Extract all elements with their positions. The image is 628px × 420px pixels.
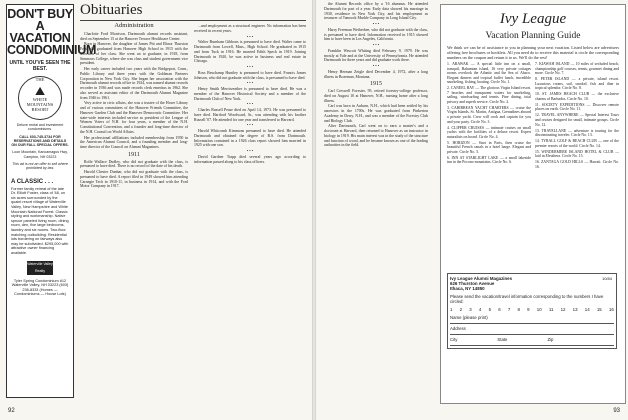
separator: • • • [246,122,254,128]
paragraph: Ross Beuchamp Huntley is presumed to have died. Francis James Johnson, who did not graduate with the class, is presumed to have died. [194,70,306,80]
paragraph: Henry Smith Merriweather is presumed to have died. He was a member of the Hanover Historical Society and a member of the Dartmouth Club of New York. [194,87,306,101]
coupon-number[interactable]: 1 [450,307,453,313]
coupon-number[interactable]: 14 [584,307,590,313]
guide-title: Ivy League [499,11,567,27]
coupon-number[interactable]: 2 [459,307,463,313]
coupon-address-3: Ithaca, NY 14850 [450,286,485,292]
paragraph: Charlotte Ford Morrison, Dartmouth alumni records assistant, died on September 15 at the Hanover Terrace Healthcare Center. [80,31,188,41]
coupon-number-row [450,307,614,312]
listing-item: 8. PETER ISLAND — a private, island resort. Luxurious rooms, sail, snorkel, fish and dine in tropical splendor. Circle No. 8. [535,77,619,91]
ad-tagline: Deluxe rental and investment condominiums. [16,123,64,132]
mountain-icon: ⛰ [34,84,46,98]
resort-logo [18,76,62,120]
coupon-number[interactable]: 13 [572,307,578,313]
class-year-heading: 1911 [128,151,140,158]
listing-item: 5. HORIZON — Start in Paris, then cruise the beautiful French canals in a hotel barge. Elegant and private. Circle No. 5. [447,140,531,154]
guide-intro: We think we can be of assistance to you in planning your next vacation. Listed below are advertisers offering free brochures or booklets. All you need do to receive this material is circle the corresponding numbers on the coupon and return it to us. We'll do the rest! [447,45,619,60]
paragraph: Carl was born in Auburn, N.H., which had been settled by his ancestors in the 1700s. He was graduated from Pinkerton Academy in Derry, N.H., and was a member of the Forestry Club and Biology Club. [324,104,428,123]
paragraph: Walter Burnham Gibbons is presumed to have died. Walter came to Dartmouth from Lowell, Mass., High School. He graduated in 1915 and from Tuck in 1916. He married Edith Speck in 1919. Joining Dartmouth in 1920, he was active in business and real estate in Chicago. [194,40,306,64]
listing-item: 6. INN AT STARLIGHT LAKE — a small lakeside inn in the Pocono mountains. Circle No. 6. [447,155,531,165]
separator: • • • [246,101,254,107]
logo-line-3: RESORT [31,107,49,112]
coupon-number[interactable]: 5 [488,307,492,313]
paragraph: After Dartmouth, Carl went on to earn a master's and a doctorate at Harvard, then returned to Hanover as an instructor in biology in 1919. His main interest was in the study of the structure and function of wood, and he became known as one of the leading authorities in the field. [324,124,428,148]
listing-item: 12. TRAVEL ANYWHERE — Special Interest Tours and cruises designed for small, intimate groups. Circle No. 12. [535,113,619,127]
ad-contact: Tyler Spring Condominium #12 Waterville Valley, NH 03223 (603) 236-8333 (Homes — Condominiums — House Lots) [11,278,69,297]
name-label: Name (please print) [450,315,488,321]
city-label: City [450,337,458,343]
coupon-number[interactable]: 12 [560,307,566,313]
coupon-address-2: 626 Thurston Avenue [450,281,495,287]
condominium-ad [6,4,97,398]
paragraph: Her early career included two years with the Bridgeport, Conn., Public Library and three years with the Goldman Partners Corporation in New York City. She began her association with the Dartmouth alumni records office in 1924, was named alumni records recorder in 1936 and was made records clerk emeritus in 1962. She also served as assistant editor of the Dartmouth Alumni Magazine from 1946 to 1961. [80,67,188,100]
coupon-number[interactable]: 9 [527,307,530,313]
ad-headline: DON'T BUY A VACATION CONDOMINIUM [7,7,97,57]
ad-disclaimer: This ad is not an offer to sell where prohibited by law. [12,162,68,171]
paragraph: the Alumni Records office by a '16 alumnus. He attended Dartmouth for part of a year. Early data showed his marriage in 1930, residence in New York City, and his employment as treasurer of Tamrock Marble Company in Long Island City. [324,2,428,21]
guide-listings [447,62,619,171]
ad-phone: CALL 603-745-3734 FOR RESERVATIONS AND DETAILS ON OUR FALL SPECIAL OFFERS. [11,134,69,148]
coupon-instruction: Please send the vacation/travel information corresponding to the numbers I have circled: [450,293,604,305]
listing-item: 10. ST. JAMES BEACH CLUB — the exclusive charms of Barbados. Circle No. 10. [535,92,619,101]
left-page [0,0,312,420]
separator: • • • [246,148,254,153]
separator: • • • [372,63,380,68]
listing-item: 2. CANEEL BAY — The glorious Virgin Island resort. 7 beaches and transparent waters for snorkeling, sailing, windsurfing and tennis. Fine dining, total privacy and superb service. Circle No. 2. [447,86,531,104]
separator: • • • [246,64,254,69]
separator: • • • [246,80,254,86]
listing-item: 4. CLIPPER CRUISES — intimate cruises on small yachts with the facilities of a deluxe resort. Expert naturalists on board. Circle No. 4. [447,125,531,139]
paragraph: Rolfe Wallace Dudley, who did not graduate with the class, is presumed to have died. There is no record of the date of his death. [80,159,188,169]
logo-line-1: THE [35,77,45,82]
coupon-number[interactable]: 3 [469,307,472,313]
right-page [316,0,628,420]
paragraph: Franklin Wescott Whiting died February 9, 1979. He was mostly at Yale and at the University of Pennsylvania. He attended Dartmouth for three years and did graduate work there. [324,48,428,63]
listing-column-right [535,62,619,171]
page-number: 93 [613,408,620,414]
paragraph: Harold Chester Dunbar, who did not graduate with the class, is presumed to have died. A report filed in 1949 showed him attending Carnegie Tech in 1910-11, in business in 1914, and with the Ford Motor Company in 1917. [80,170,188,189]
separator: • • • [246,33,254,39]
paragraph: ...and employment as a structural engineer. No information has been received in recent years. [194,24,306,33]
paragraph: David Gardner Trapp died several years ago according to information passed along to his class officers. [194,154,306,164]
obituaries-column-1 [80,24,188,190]
coupon-number[interactable]: 11 [548,307,554,313]
listing-item: 3. CARIBBEAN YACHT CHARTERS — cruise the Virgin Islands, St. Martin, Antigua, Grenadines aboard a private yacht. Crew will cook and captain for you and your party. Circle No. 3. [447,105,531,124]
classic-title: A CLASSIC . . . [11,178,54,185]
paragraph: Born in Hanover, the daughter of James Pitt and Elinor Thurston Ford, she graduated from Hanover High School in 1915 with the selection of her class. She went on to graduate, in 1918, from Simmons College, where she was class and student government vice president. [80,42,188,66]
page-title: Obituaries [80,2,306,21]
listing-item: 14. TYRALL GOLF & BEACH CLUB — one of the premier resorts of the world. Circle No. 14. [535,139,619,148]
class-year-heading: 1915 [370,81,382,88]
coupon-number[interactable]: 10 [536,307,542,313]
listing-column-left [447,62,531,171]
section-heading: Administration [114,22,154,29]
paragraph: Harry Freeman Wetherbee, who did not graduate with the class, is presumed to have died. Information received in 1915 showed him to have been in Los Angeles, California. [324,27,428,42]
listing-item: 7. KIAWAH ISLAND — 10 miles of secluded beach, championship golf courses, tennis, gourmet dining and more. Circle No. 7. [535,62,619,76]
coupon-number[interactable]: 16 [608,307,614,313]
coupon-number[interactable]: 15 [596,307,602,313]
separator: • • • [372,42,380,47]
name-field[interactable] [450,315,614,324]
paragraph: Henry Herman Zeigle died December 4, 1972, after a long illness in Bozeman, Montana. [324,69,428,79]
coupon-address-1: Ivy League Alumni Magazines [450,276,513,281]
coupon-number[interactable]: 6 [498,307,501,313]
obituaries-column-3 [324,2,428,149]
ad-address: Loon Mountain, Kancamagus Hwy, Campton, NH 03223 [12,150,68,159]
listing-item: 11. SOCIETY EXPEDITIONS — Discover remote places on earth. Circle No. 11. [535,102,619,112]
ad-subhead: UNTIL YOU'VE SEEN THE BEST. [9,60,71,72]
paragraph: Charles Russell Pease died on April 14, 1973. He was presumed to have died. Hartford Woodward, Sr., was attending with his brother Russell '07. He attended for one year and transferred to Harvard. [194,108,306,122]
address-label: Address [450,326,466,332]
zip-label: Zip [547,337,554,343]
page-number: 92 [8,408,15,414]
guide-subtitle: Vacation Planning Guide [485,31,581,41]
address-field[interactable] [450,326,614,335]
paragraph: Her professional affiliations included membership from 1950 in the American Alumni Council, and a founding member and long-time director of the Council on Alumni Magazines. [80,135,188,149]
vacation-planning-guide [440,4,626,404]
city-state-zip-field[interactable] [450,337,614,346]
listing-item: 13. TRAVELLANE — adventure is touring for the discriminating traveler. Circle No. 13. [535,128,619,138]
paragraph: Harold Whitcomb Kimmons presumed to have died. He attended Dartmouth and obtained the degree of B.S. from Dartmouth. Information contained in a 1926 class report showed him married in 1925 with one son. [194,129,306,148]
separator: • • • [372,21,380,26]
paragraph: Very active in civic affairs, she was a trustee of the Howe Library and of various committees of the Hanover Friends Committee, the Hanover Garden Club and the Hanover Democratic Committee. Her state-wide interests included service as president of the League of Women Voters of N.H. for four years, a member of the N.H. Constitutional Convention, and a founder and long-time director of the N.H. Council on World Affairs. [80,101,188,134]
listing-item: 1. ARAWAK — A special little inn on a small, tranquil, Bahamian island, 16 very private cottages rooms overlook the Atlantic and the Sea of Abaco. Elegant dinners and tropical buffet lunch, incredible snorkeling, fishing, boating. Circle No. 1. [447,62,531,85]
coupon-number[interactable]: 8 [517,307,520,313]
logo-line-2: WHITE MOUNTAINS [26,97,54,107]
state-label: State [497,337,508,343]
coupon-date: 10/84 [601,276,612,281]
request-coupon [447,273,617,349]
coupon-number[interactable]: 4 [478,307,482,313]
obituaries-column-2 [194,24,306,165]
classic-body: Former family retreat of the late Dr. Elliott Foster, class of '48, on six acres surrounded by the quaint resort village of Waterville Valley, New Hampshire and White Mountain National Forest. Classic styling and workmanship. Native spruce paneled living room, dining room, den, five large bedrooms, laundry and six rooms. Two-floor matching outbuilding. Residential lots bordering on fairways also may be subdivided. $295,000 with attractive owner financing available. [11,186,69,255]
listing-item: 16. ZANTAGA GOLD HILLS — Hawaii. Circle No. 16. [535,160,619,169]
waterville-logo: Waterville Valley Realty [27,261,53,273]
paragraph: Carl Creswell Forester, 95, retired forestry-college professor, died on August 10 at Hanover, N.H., nursing home after a long illness. [324,89,428,103]
listing-item: 15. WINDERMERE ISLAND HOTEL & CLUB — laid in Eleuthera. Circle No. 15. [535,149,619,159]
coupon-number[interactable]: 7 [507,307,511,313]
